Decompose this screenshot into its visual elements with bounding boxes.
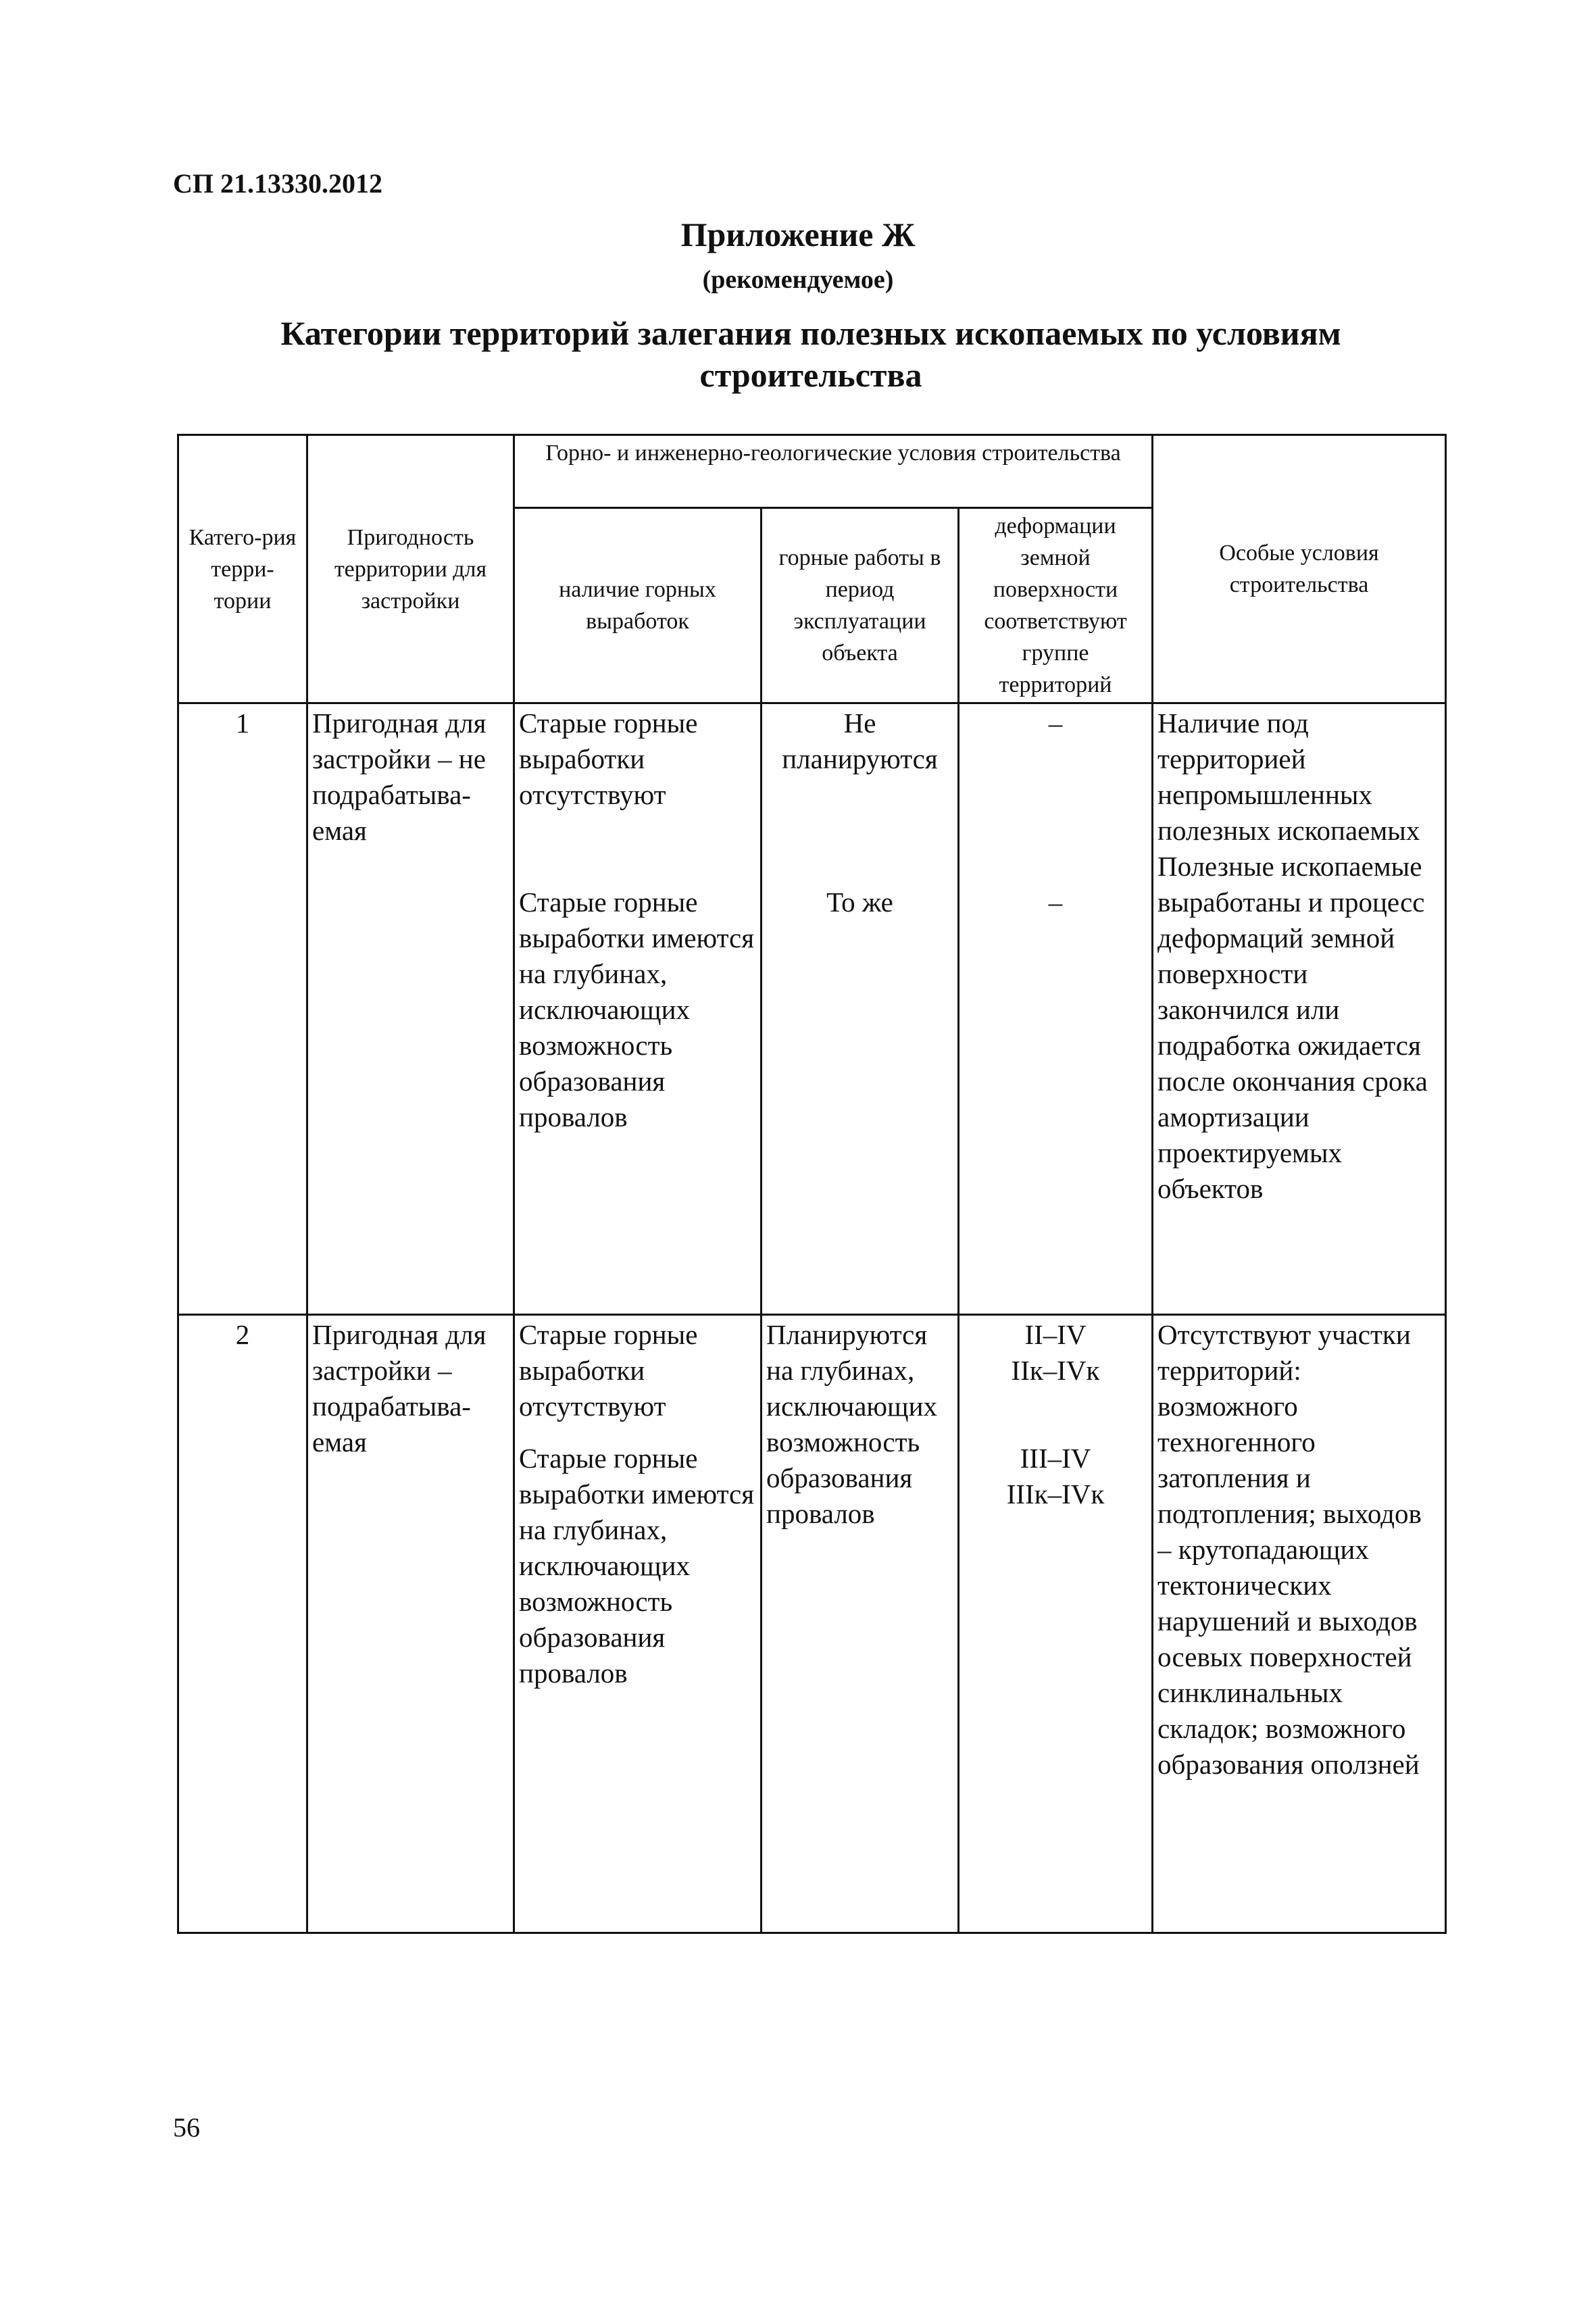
table-row — [178, 703, 1446, 1315]
row2-workings — [514, 1315, 762, 1933]
row1-deformations-b: – — [1048, 887, 1063, 918]
row2-suitability: Пригодная для застройки – подрабатыва-емая — [307, 1315, 514, 1933]
row1-category: 1 — [178, 703, 307, 1315]
header-suitability: Пригодность территории для застройки — [307, 435, 514, 703]
row2-workings-a: Старые горные выработки отсутствуют — [519, 1319, 698, 1422]
page-number: 56 — [173, 2112, 200, 2143]
row1-deformations — [959, 703, 1153, 1315]
row1-suitability: Пригодная для застройки – не подрабатыва-емая — [307, 703, 514, 1315]
row2-special: Отсутствуют участки территорий: возможного техногенного затопления и подтопления; выходов – крутопадающих тектонических нарушений и выходов осевых поверхностей синклинальных складок; возможного образования оползней — [1153, 1315, 1446, 1933]
appendix-subtitle: (рекомендуемое) — [702, 266, 894, 294]
doc-code: СП 21.13330.2012 — [173, 168, 382, 199]
row1-workings-a: Старые горные выработки отсутствуют — [519, 707, 698, 810]
row1-deformations-a: – — [1048, 707, 1063, 739]
table-row — [178, 1315, 1446, 1933]
row1-special-b: Полезные ископаемые выработаны и процесс деформаций земной поверхности закончился или подработка ожидается после окончания срока амортизации проектируемых объектов — [1157, 851, 1428, 1204]
appendix-title: Приложение Ж — [680, 216, 916, 253]
row2-mining: Планируются на глубинах, исключающих возможность образования провалов — [762, 1315, 959, 1933]
main-title: Категории территорий залегания полезных ископаемых по условиям строительства — [280, 314, 1341, 394]
row2-deformations-d: IIIк–IVк — [1006, 1478, 1105, 1510]
header-surface-deformations: деформации земной поверхности соответствуют группе территорий — [959, 508, 1153, 703]
row1-special-a: Наличие под территорией непромышленных полезных ископаемых — [1157, 707, 1420, 846]
row1-special — [1153, 703, 1446, 1315]
row2-deformations — [959, 1315, 1153, 1933]
row2-deformations-a: II–IV — [1024, 1319, 1087, 1350]
row1-mining-b: То же — [826, 887, 893, 918]
row2-workings-b: Старые горные выработки имеются на глубинах, исключающих возможность образования провалов — [519, 1443, 755, 1689]
row2-category: 2 — [178, 1315, 307, 1933]
row2-deformations-c: III–IV — [1020, 1443, 1091, 1474]
header-special-conditions: Особые условия строительства — [1153, 435, 1446, 703]
row1-mining-a: Не планируются — [782, 707, 938, 774]
row1-mining — [762, 703, 959, 1315]
categories-table — [177, 434, 1447, 1934]
header-conditions-group: Горно- и инженерно-геологические условия строительства — [514, 435, 1153, 508]
header-workings-presence: наличие горных выработок — [514, 508, 762, 703]
row1-workings — [514, 703, 762, 1315]
row1-workings-b: Старые горные выработки имеются на глубинах, исключающих возможность образования провалов — [519, 887, 755, 1132]
header-category: Катего-рия терри-тории — [178, 435, 307, 703]
row2-deformations-b: IIк–IVк — [1011, 1355, 1100, 1386]
header-mining-operations: горные работы в период эксплуатации объекта — [762, 508, 959, 703]
